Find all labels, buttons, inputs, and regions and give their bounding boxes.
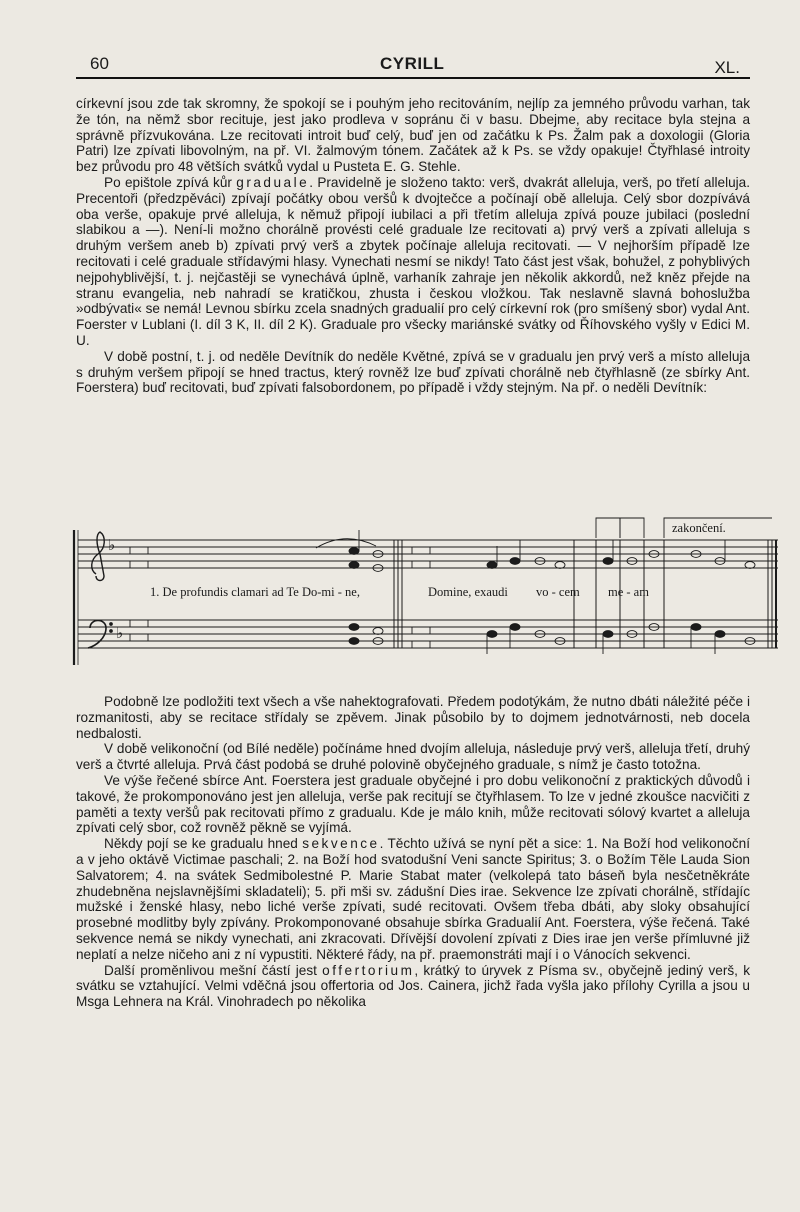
- paragraph: Ve výše řečené sbírce Ant. Foerstera jest graduale obyčejné i pro dobu velikonoční z praktických důvodů i takové, že prokomponováno jest jen alleluja, verše pak recitují se čtyřhlasem. To lze v jedné zkoušce nacvičiti z paměti a texty veršů pak recitovati přímo z gradualu. Kde je málo knih, může recitovati sólový kvartet a alleluja zpívati celý sbor, což rovněž pěkně se vyjímá.: [76, 772, 750, 836]
- svg-text:♭: ♭: [116, 624, 124, 642]
- running-header: [76, 50, 750, 76]
- paragraph: V době velikonoční (od Bílé neděle) počínáme hned dvojím alleluja, následuje prvý verš, alleluja třetí, druhý verš a čtvrté alleluja. Prvá část podobá se druhé polovině obyčejného graduale, s nímž je často totožna.: [76, 741, 750, 773]
- text-block-upper: [76, 96, 750, 396]
- header-rule: [76, 77, 750, 79]
- text-run: Další proměnlivou mešní částí jest: [104, 962, 323, 978]
- journal-title: CYRILL: [380, 54, 445, 73]
- lyric-line: Domine, exaudi: [428, 585, 508, 599]
- paragraph: církevní jsou zde tak skromny, že spokojí se i pouhým jeho recitováním, nejlíp za jemného průvodu varhan, tak že tón, na němž sbor recituje, jest jako prodleva v sopránu či v basu. Dbejme, aby recitace byla stejna a správně přízvukována. Lze recitovati introit buď celý, buď jen od začátku k Ps. Žalm pak a doxologii (Gloria Patri) lze zpívati libovolným, na př. VI. žalmovým tónem. Začátek až k Ps. se vždy opakuje! Čtyřhlasé introity bez průvodu pro 48 větších svátků vydal u Pusteta E. G. Stehle.: [76, 96, 750, 175]
- paragraph: Podobně lze podložiti text všech a vše nahektografovati. Předem podotýkám, že nutno dbáti náležité péče i rozmanitosti, aby se recitace střídaly se zpěvem. Jinak působilo by to dojmem jednotvárnosti, neb docela nedbalosti.: [76, 694, 750, 741]
- text-run: Někdy pojí se ke gradualu hned: [104, 836, 303, 852]
- text-block-lower: [76, 694, 750, 1010]
- text-run: Po epištole zpívá kůr: [104, 174, 237, 190]
- spaced-term: sekvence: [302, 836, 380, 852]
- lyric-line: vo - cem: [536, 585, 580, 599]
- lyric-line: 1. De profundis clamari ad Te Do-mi - ne,: [150, 585, 360, 599]
- spaced-term: offertorium: [322, 962, 415, 978]
- svg-text:♭: ♭: [108, 536, 116, 554]
- page-number: 60: [90, 54, 109, 73]
- lyric-line: me - am: [608, 585, 649, 599]
- paragraph: V době postní, t. j. od neděle Devítník do neděle Květné, zpívá se v gradualu jen prvý verš a místo alleluja s druhým veršem připojí se hned tractus, který rovněž lze buď zpívati chorálně neb čtyřhlasně (ze sbírky Ant. Foerstera) buď recitovati, buď zpívati falsobordonem, po případě i vždy stejným. Na př. o neděli Devítník:: [76, 348, 750, 396]
- text-run: , krátký to úryvek z Písma sv., obyčejně jediný verš, k svátku se vztahující. Velmi vděčná jsou offertoria od Jos. Cainera, jichž řada vyšla jako přílohy Cyrilla a jsou u Msga Lehnera na Král. Vinohradech po několika: [76, 962, 750, 1010]
- text-run: . Těchto užívá se nyní pět a sice: 1. Na Boží hod velikonoční a v jeho oktávě Victimae paschali; 2. na Boží hod svatodušní Veni sancte Spiritus; 3. o Božím Těle Lauda Sion Salvatorem; 4. na svátek Sedmibolestné P. Marie Stabat mater (velkolepá tato báseň byla nesčetněkráte zhudebněna nejslavnějšími skladateli); 5. při mši sv. zádušní Dies irae. Sekvence lze zpívati chorálně, střídajíc mužské i ženské hlasy, nebo liché verše zpívati, sudé recitovati. Ovšem třeba dbáti, aby sloky obsahující prosebné modlitby byly zpívány. Prokomponované obsahuje sbírka Gradualií Ant. Foerstera, výše řečená. Také sekvence nemá se nikdy vynechati, ani zkracovati. Dřívější dovolení zpívati z Dies irae jen verše přímluvné již neplatí a nelze ničeho ani z ní vypustiti. Některé řády, na př. praemonstráti mají i o Vánocích sekvenci.: [76, 836, 750, 962]
- paragraph: [76, 836, 750, 962]
- ending-label: zakončení.: [672, 521, 726, 535]
- volume-number: XL.: [714, 58, 740, 77]
- paragraph: [76, 963, 750, 1010]
- paragraph: [76, 175, 750, 349]
- text-run: . Pravidelně je složeno takto: verš, dvakrát alleluja, verš, po třetí alleluja. Precentoři (předzpěváci) zpívají počátky obou veršů k dvojtečce a počínají obě alleluja. Celý sbor dozpívává oba verše, opakuje prvé alleluja, k němuž připojí iubilaci a při třetím alleluja zpívá pouze jubilaci (poslední slabikou a —). Není-li možno chorálně provésti celé graduale lze recitovati a) prvý verš a zpívati alleluja s druhým veršem aneb b) zpívati prvý verš a zbytek počínaje alleluja recitovati. — V nejhorším případě lze recitovati i celé graduale střídavými hlasy. Vynechati nesmí se nikdy! Tato část jest však, bohužel, z pohyblivých nejpohyblivější, t. j. nejčastěji se vynechává úplně, varhaník zahraje jen několik akkordů, než kněz přejde na stranu evangelia, neb nahradí se kratičkou, zhusta i českou vložkou. Tak neslavně slavná bohoslužba »odbývati« se nemá! Levnou sbírku zcela snadných gradualií pro celý církevní rok (pro smíšený sbor) vydal Ant. Foerster v Lublani (I. díl 3 K, II. díl 2 K). Graduale pro všecky mariánské svátky od Říhovského vyšly v Edici M. U.: [76, 174, 751, 348]
- music-example: [60, 510, 780, 675]
- spaced-term: graduale: [236, 174, 310, 190]
